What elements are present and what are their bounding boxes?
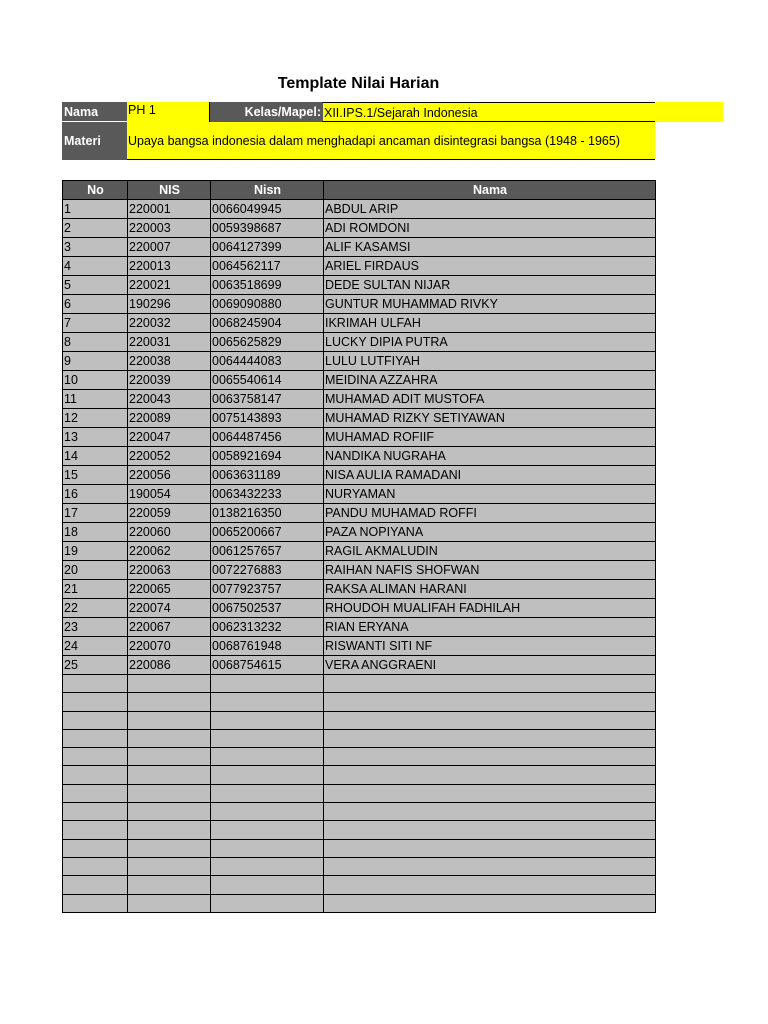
header-no: No	[63, 181, 128, 200]
cell-no[interactable]	[63, 803, 128, 821]
page-title: Template Nilai Harian	[277, 75, 440, 92]
cell-nisn[interactable]	[211, 876, 324, 894]
cell-no[interactable]	[63, 729, 128, 747]
cell-no[interactable]	[63, 675, 128, 693]
cell-nis[interactable]	[128, 821, 211, 839]
cell-no[interactable]: 15	[63, 466, 128, 485]
cell-no[interactable]: 8	[63, 333, 128, 352]
cell-no[interactable]	[63, 784, 128, 802]
cell-nisn[interactable]	[211, 748, 324, 766]
cell-no[interactable]: 22	[63, 599, 128, 618]
cell-nama[interactable]: RAIHAN NAFIS SHOFWAN	[324, 561, 656, 580]
table-row	[63, 390, 656, 409]
cell-nis[interactable]: 220003	[128, 219, 211, 238]
header-nisn: Nisn	[211, 181, 324, 200]
cell-no[interactable]: 2	[63, 219, 128, 238]
cell-nama[interactable]: ALIF KASAMSI	[324, 238, 656, 257]
cell-nisn[interactable]: 0067502537	[211, 599, 324, 618]
table-row	[63, 371, 656, 390]
cell-nisn[interactable]: 0062313232	[211, 618, 324, 637]
empty-row	[63, 894, 656, 912]
table-row	[63, 314, 656, 333]
empty-row	[63, 839, 656, 857]
cell-nama[interactable]: RAGIL AKMALUDIN	[324, 542, 656, 561]
cell-nis[interactable]	[128, 857, 211, 875]
cell-nisn[interactable]: 0069090880	[211, 295, 324, 314]
cell-nama[interactable]: IKRIMAH ULFAH	[324, 314, 656, 333]
cell-no[interactable]: 16	[63, 485, 128, 504]
cell-nama[interactable]: RIAN ERYANA	[324, 618, 656, 637]
cell-nis[interactable]: 220074	[128, 599, 211, 618]
cell-nisn[interactable]: 0064487456	[211, 428, 324, 447]
cell-no[interactable]: 9	[63, 352, 128, 371]
cell-nis[interactable]: 220038	[128, 352, 211, 371]
cell-no[interactable]: 5	[63, 276, 128, 295]
cell-no[interactable]: 1	[63, 200, 128, 219]
table-row	[63, 485, 656, 504]
cell-no[interactable]	[63, 876, 128, 894]
cell-nama[interactable]: MUHAMAD ROFIIF	[324, 428, 656, 447]
cell-nisn[interactable]: 0064562117	[211, 257, 324, 276]
table-row	[63, 466, 656, 485]
cell-nama[interactable]	[324, 803, 656, 821]
table-row	[63, 219, 656, 238]
cell-nis[interactable]	[128, 729, 211, 747]
cell-nis[interactable]: 220060	[128, 523, 211, 542]
cell-nis[interactable]: 220086	[128, 656, 211, 675]
cell-nisn[interactable]	[211, 894, 324, 912]
cell-nama[interactable]: PANDU MUHAMAD ROFFI	[324, 504, 656, 523]
cell-nisn[interactable]: 0063631189	[211, 466, 324, 485]
cell-nama[interactable]	[324, 876, 656, 894]
cell-nis[interactable]: 220063	[128, 561, 211, 580]
empty-row	[63, 803, 656, 821]
cell-nis[interactable]: 220065	[128, 580, 211, 599]
table-row	[63, 276, 656, 295]
cell-nis[interactable]: 220013	[128, 257, 211, 276]
cell-nisn[interactable]: 0063432233	[211, 485, 324, 504]
cell-nis[interactable]: 220047	[128, 428, 211, 447]
cell-nama[interactable]: LULU LUTFIYAH	[324, 352, 656, 371]
cell-nis[interactable]: 220031	[128, 333, 211, 352]
cell-nama[interactable]: RAKSA ALIMAN HARANI	[324, 580, 656, 599]
cell-nama[interactable]	[324, 821, 656, 839]
cell-nisn[interactable]: 0077923757	[211, 580, 324, 599]
table-row	[63, 637, 656, 656]
table-row	[63, 561, 656, 580]
empty-row	[63, 876, 656, 894]
cell-nis[interactable]: 220001	[128, 200, 211, 219]
header-nis: NIS	[128, 181, 211, 200]
cell-nama[interactable]: ABDUL ARIP	[324, 200, 656, 219]
empty-row	[63, 748, 656, 766]
cell-nisn[interactable]: 0064444083	[211, 352, 324, 371]
cell-nisn[interactable]	[211, 729, 324, 747]
cell-nisn[interactable]: 0063758147	[211, 390, 324, 409]
cell-nis[interactable]	[128, 784, 211, 802]
cell-no[interactable]: 13	[63, 428, 128, 447]
empty-row	[63, 693, 656, 711]
cell-nama[interactable]	[324, 729, 656, 747]
table-row	[63, 504, 656, 523]
cell-nis[interactable]: 220043	[128, 390, 211, 409]
empty-row	[63, 766, 656, 784]
table-row	[63, 542, 656, 561]
cell-nama[interactable]: RISWANTI SITI NF	[324, 637, 656, 656]
cell-nisn[interactable]: 0066049945	[211, 200, 324, 219]
cell-nama[interactable]	[324, 894, 656, 912]
cell-no[interactable]: 19	[63, 542, 128, 561]
kelas-value-cell[interactable]: XII.IPS.1/Sejarah Indonesia	[322, 102, 655, 122]
cell-nama[interactable]: NISA AULIA RAMADANI	[324, 466, 656, 485]
cell-nisn[interactable]: 0065200667	[211, 523, 324, 542]
cell-nama[interactable]: MUHAMAD RIZKY SETIYAWAN	[324, 409, 656, 428]
cell-no[interactable]	[63, 711, 128, 729]
empty-row	[63, 675, 656, 693]
table-row	[63, 656, 656, 675]
cell-no[interactable]: 10	[63, 371, 128, 390]
cell-nama[interactable]: NANDIKA NUGRAHA	[324, 447, 656, 466]
cell-nis[interactable]: 220032	[128, 314, 211, 333]
cell-nis[interactable]	[128, 839, 211, 857]
cell-nama[interactable]: PAZA NOPIYANA	[324, 523, 656, 542]
cell-nis[interactable]: 190054	[128, 485, 211, 504]
cell-nis[interactable]	[128, 876, 211, 894]
cell-no[interactable]: 3	[63, 238, 128, 257]
cell-nisn[interactable]: 0138216350	[211, 504, 324, 523]
table-row	[63, 257, 656, 276]
cell-nis[interactable]	[128, 675, 211, 693]
cell-nama[interactable]: ADI ROMDONI	[324, 219, 656, 238]
table-row	[63, 200, 656, 219]
cell-no[interactable]: 21	[63, 580, 128, 599]
nama-label: Nama	[62, 102, 127, 122]
cell-nisn[interactable]: 0061257657	[211, 542, 324, 561]
table-row	[63, 428, 656, 447]
cell-nama[interactable]: VERA ANGGRAENI	[324, 656, 656, 675]
kelas-value-overflow	[655, 102, 723, 122]
empty-row	[63, 857, 656, 875]
cell-no[interactable]	[63, 766, 128, 784]
cell-no[interactable]: 17	[63, 504, 128, 523]
cell-nama[interactable]: GUNTUR MUHAMMAD RIVKY	[324, 295, 656, 314]
cell-nis[interactable]: 220052	[128, 447, 211, 466]
cell-no[interactable]	[63, 821, 128, 839]
cell-nama[interactable]: DEDE SULTAN NIJAR	[324, 276, 656, 295]
cell-nisn[interactable]: 0072276883	[211, 561, 324, 580]
cell-nis[interactable]: 220062	[128, 542, 211, 561]
cell-nama[interactable]	[324, 693, 656, 711]
cell-nis[interactable]	[128, 748, 211, 766]
cell-no[interactable]: 7	[63, 314, 128, 333]
cell-nis[interactable]: 220059	[128, 504, 211, 523]
cell-no[interactable]: 14	[63, 447, 128, 466]
cell-no[interactable]: 11	[63, 390, 128, 409]
table-header-row	[63, 181, 656, 200]
cell-nama[interactable]	[324, 675, 656, 693]
cell-nisn[interactable]: 0063518699	[211, 276, 324, 295]
table-row	[63, 352, 656, 371]
cell-nisn[interactable]: 0068754615	[211, 656, 324, 675]
empty-row	[63, 729, 656, 747]
cell-nisn[interactable]	[211, 766, 324, 784]
cell-nama[interactable]	[324, 857, 656, 875]
cell-nama[interactable]: ARIEL FIRDAUS	[324, 257, 656, 276]
empty-row	[63, 711, 656, 729]
table-row	[63, 523, 656, 542]
table-body	[63, 200, 656, 913]
cell-nis[interactable]	[128, 894, 211, 912]
student-table	[62, 180, 656, 913]
cell-nis[interactable]	[128, 693, 211, 711]
cell-nis[interactable]	[128, 766, 211, 784]
cell-nis[interactable]: 220007	[128, 238, 211, 257]
table-row	[63, 618, 656, 637]
cell-no[interactable]: 6	[63, 295, 128, 314]
cell-nisn[interactable]	[211, 839, 324, 857]
cell-nama[interactable]	[324, 711, 656, 729]
cell-no[interactable]	[63, 894, 128, 912]
cell-nisn[interactable]: 0058921694	[211, 447, 324, 466]
table-row	[63, 409, 656, 428]
cell-nis[interactable]: 220089	[128, 409, 211, 428]
cell-nama[interactable]: LUCKY DIPIA PUTRA	[324, 333, 656, 352]
cell-nisn[interactable]	[211, 675, 324, 693]
table-row	[63, 238, 656, 257]
cell-nisn[interactable]	[211, 821, 324, 839]
cell-no[interactable]	[63, 693, 128, 711]
cell-nis[interactable]: 220070	[128, 637, 211, 656]
cell-no[interactable]: 24	[63, 637, 128, 656]
table-row	[63, 599, 656, 618]
materi-value-cell[interactable]: Upaya bangsa indonesia dalam menghadapi ancaman disintegrasi bangsa (1948 - 1965)	[127, 122, 655, 160]
cell-no[interactable]: 23	[63, 618, 128, 637]
info-row-nama	[62, 102, 723, 122]
cell-nisn[interactable]: 0065540614	[211, 371, 324, 390]
cell-nis[interactable]	[128, 711, 211, 729]
cell-no[interactable]	[63, 748, 128, 766]
cell-nama[interactable]	[324, 839, 656, 857]
cell-nis[interactable]: 220021	[128, 276, 211, 295]
nama-value-cell[interactable]: PH 1	[127, 102, 210, 122]
cell-nis[interactable]: 220067	[128, 618, 211, 637]
cell-nisn[interactable]: 0059398687	[211, 219, 324, 238]
cell-nisn[interactable]	[211, 693, 324, 711]
table-row	[63, 333, 656, 352]
cell-nisn[interactable]: 0075143893	[211, 409, 324, 428]
cell-nisn[interactable]: 0064127399	[211, 238, 324, 257]
cell-nama[interactable]: MEIDINA AZZAHRA	[324, 371, 656, 390]
cell-nis[interactable]: 220039	[128, 371, 211, 390]
materi-label: Materi	[62, 122, 127, 160]
cell-nama[interactable]	[324, 748, 656, 766]
table-row	[63, 447, 656, 466]
cell-no[interactable]: 20	[63, 561, 128, 580]
cell-no[interactable]: 18	[63, 523, 128, 542]
info-row-materi	[62, 122, 723, 160]
cell-nama[interactable]: RHOUDOH MUALIFAH FADHILAH	[324, 599, 656, 618]
cell-nisn[interactable]	[211, 711, 324, 729]
cell-nama[interactable]: MUHAMAD ADIT MUSTOFA	[324, 390, 656, 409]
cell-nisn[interactable]	[211, 803, 324, 821]
cell-nis[interactable]	[128, 803, 211, 821]
cell-nama[interactable]	[324, 784, 656, 802]
kelas-label: Kelas/Mapel:	[210, 102, 322, 122]
cell-no[interactable]: 25	[63, 656, 128, 675]
cell-nisn[interactable]: 0068245904	[211, 314, 324, 333]
cell-nama[interactable]: NURYAMAN	[324, 485, 656, 504]
cell-nama[interactable]	[324, 766, 656, 784]
cell-no[interactable]: 4	[63, 257, 128, 276]
cell-nisn[interactable]: 0065625829	[211, 333, 324, 352]
cell-no[interactable]	[63, 857, 128, 875]
table-row	[63, 295, 656, 314]
cell-nis[interactable]: 190296	[128, 295, 211, 314]
info-block	[62, 102, 723, 160]
empty-row	[63, 821, 656, 839]
cell-nisn[interactable]: 0068761948	[211, 637, 324, 656]
cell-no[interactable]: 12	[63, 409, 128, 428]
cell-nisn[interactable]	[211, 784, 324, 802]
header-nama: Nama	[324, 181, 656, 200]
cell-no[interactable]	[63, 839, 128, 857]
table-row	[63, 580, 656, 599]
cell-nisn[interactable]	[211, 857, 324, 875]
empty-row	[63, 784, 656, 802]
cell-nis[interactable]: 220056	[128, 466, 211, 485]
